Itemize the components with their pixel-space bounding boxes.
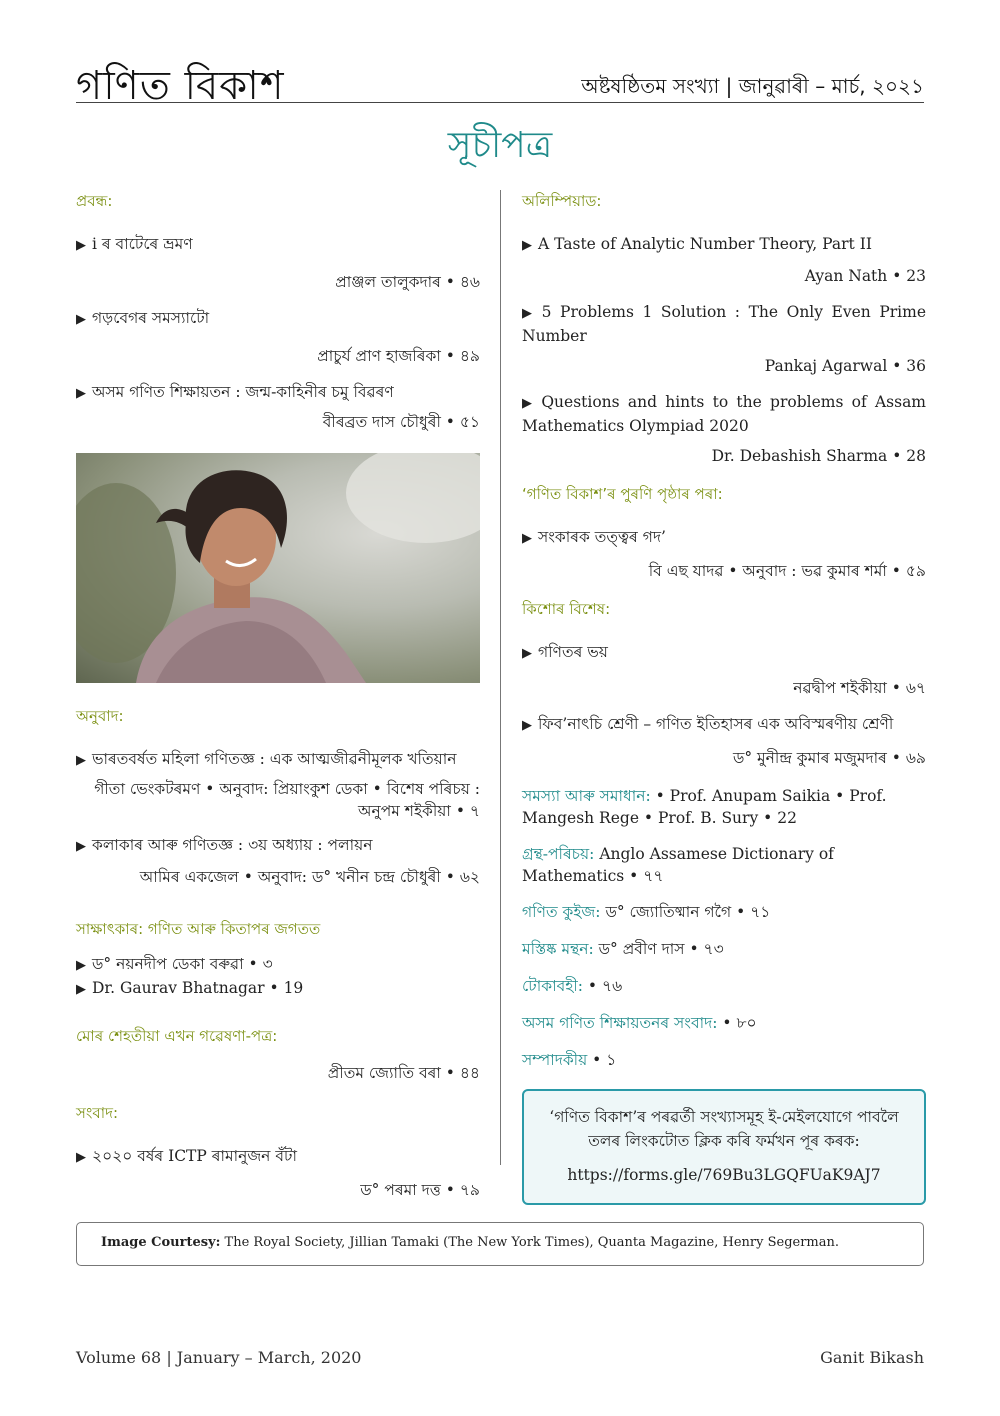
toc-entry-notes[interactable] [522, 975, 926, 997]
triangle-bullet-icon: ▶ [522, 238, 532, 253]
section-title: প্ৰবন্ধ: [76, 192, 113, 210]
entry-author: বি এছ যাদৱ • অনুবাদ : ভৱ কুমাৰ শৰ্মা • ৫৯ [648, 562, 926, 580]
section-title: কিশোৰ বিশেষ: [522, 600, 611, 618]
section-title: সংবাদ: [76, 1104, 118, 1122]
triangle-bullet-icon: ▶ [522, 396, 536, 411]
portrait-illustration [76, 453, 480, 683]
column-divider [500, 190, 501, 1165]
triangle-bullet-icon: ▶ [76, 982, 86, 997]
entry-author: প্ৰাচুৰ্য প্ৰাণ হাজৰিকা • ৪৯ [317, 347, 480, 365]
footer-magazine-name: Ganit Bikash [820, 1348, 924, 1367]
image-credit-box [76, 1222, 924, 1266]
entry-title: ২০২০ বৰ্ষৰ ICTP ৰামানুজন বঁটা [92, 1147, 297, 1165]
toc-entry-problems[interactable] [522, 785, 926, 829]
entry-text: ড° জ্যোতিষ্মান গগৈ • ৭১ [600, 903, 771, 921]
entry-text: ড° প্ৰবীণ দাস • ৭৩ [593, 940, 724, 958]
triangle-bullet-icon: ▶ [76, 1150, 86, 1165]
entry-label: সম্পাদকীয় [522, 1051, 588, 1069]
section-title: ‘গণিত বিকাশ’ৰ পুৰণি পৃষ্ঠাৰ পৰা: [522, 485, 723, 503]
credit-text: The Royal Society, Jillian Tamaki (The New York Times), Quanta Magazine, Henry Segerman. [220, 1235, 840, 1250]
entry-label: অসম গণিত শিক্ষায়তনৰ সংবাদ: [522, 1014, 718, 1032]
credit-label: Image Courtesy: [101, 1235, 221, 1250]
entry-author: বীৰব্ৰত দাস চৌধুৰী • ৫১ [322, 413, 480, 431]
toc-entry[interactable] [522, 301, 926, 377]
entry-title: অসম গণিত শিক্ষায়তন : জন্ম-কাহিনীৰ চমু বিৱৰণ [92, 383, 394, 401]
entry-author: ড° মুনীন্দ্ৰ কুমাৰ মজুমদাৰ • ৬৯ [732, 749, 926, 767]
entry-text: • ৭৬ [583, 977, 623, 995]
entry-title: 5 Problems 1 Solution : The Only Even Prime Number [522, 303, 927, 345]
triangle-bullet-icon: ▶ [76, 386, 86, 401]
entry-title: Questions and hints to the problems of Assam Mathematics Olympiad 2020 [522, 393, 927, 435]
header-rule [76, 102, 924, 103]
entry-author: Ayan Nath • 23 [804, 267, 926, 285]
triangle-bullet-icon: ▶ [76, 238, 86, 253]
toc-entry[interactable] [76, 977, 480, 1001]
issue-info: অষ্টষষ্ঠিতম সংখ্যা | জানুৱাৰী – মাৰ্চ, ২০২১ [581, 74, 924, 98]
toc-title: সূচীপত্ৰ [447, 125, 553, 166]
toc-entry-editorial[interactable] [522, 1049, 926, 1071]
triangle-bullet-icon: ▶ [76, 839, 86, 854]
entry-label: গণিত কুইজ: [522, 903, 601, 921]
toc-entry-brain-teaser[interactable] [522, 938, 926, 960]
entry-title: A Taste of Analytic Number Theory, Part II [538, 235, 872, 253]
toc-entry[interactable] [76, 1145, 480, 1201]
toc-entry[interactable] [76, 233, 480, 293]
entry-title: সংকাৰক তত্ত্বৰ গদ’ [538, 528, 666, 546]
entry-author: Dr. Debashish Sharma • 28 [711, 447, 926, 465]
footer-volume: Volume 68 | January – March, 2020 [76, 1348, 362, 1367]
entry-text: • ১ [587, 1051, 617, 1069]
section-title: মোৰ শেহতীয়া এখন গৱেষণা-পত্ৰ: [76, 1027, 278, 1045]
triangle-bullet-icon: ▶ [76, 753, 86, 768]
toc-entry[interactable] [76, 834, 480, 888]
entry-label: সমস্যা আৰু সমাধান: [522, 787, 651, 805]
toc-entry[interactable] [522, 526, 926, 582]
form-link[interactable]: https://forms.gle/769Bu3LGQFUaK9AJ7 [567, 1166, 881, 1184]
triangle-bullet-icon: ▶ [76, 958, 86, 973]
triangle-bullet-icon: ▶ [522, 306, 536, 321]
section-title: অনুবাদ: [76, 707, 124, 725]
toc-entry[interactable] [522, 233, 926, 287]
entry-author: ড° পৰমা দত্ত • ৭৯ [360, 1181, 480, 1199]
notice-text: ‘গণিত বিকাশ’ৰ পৰৱৰ্তী সংখ্যাসমূহ ই-মেইলযোগে পাবলৈ তলৰ লিংকটোত ক্লিক কৰি ফৰ্মখন পূৰ কৰক: [549, 1108, 899, 1150]
entry-title: গণিতৰ ভয় [538, 643, 608, 661]
toc-entry[interactable] [76, 748, 480, 822]
entry-title: ভাৰতবৰ্ষত মহিলা গণিতজ্ঞ : এক আত্মজীৱনীমূলক খতিয়ান [92, 750, 457, 768]
toc-entry-quiz[interactable] [522, 901, 926, 923]
entry-text: Anglo Assamese Dictionary of Mathematics • ৭৭ [522, 845, 834, 885]
triangle-bullet-icon: ▶ [76, 312, 86, 327]
section-title: সাক্ষাৎকাৰ: গণিত আৰু কিতাপৰ জগতত [76, 920, 321, 938]
entry-author: নৱদ্বীপ শইকীয়া • ৬৭ [793, 679, 926, 697]
entry-label: টোকাবহী: [522, 977, 583, 995]
toc-entry-news[interactable] [522, 1012, 926, 1034]
portrait-photo [76, 453, 480, 683]
entry-title: i ৰ বাটেৰে ভ্ৰমণ [92, 235, 193, 253]
entry-title: ফিব’নাৎচি শ্ৰেণী – গণিত ইতিহাসৰ এক অবিস্মৰণীয় শ্ৰেণী [538, 715, 894, 733]
entry-author: Pankaj Agarwal • 36 [764, 357, 926, 375]
entry-text: • ৮০ [717, 1014, 757, 1032]
toc-entry[interactable] [522, 713, 926, 769]
toc-entry-book-review[interactable] [522, 843, 926, 887]
toc-entry[interactable] [522, 391, 926, 467]
left-column [76, 190, 480, 1201]
entry-title: ড° নয়নদীপ ডেকা বৰুৱা • ৩ [92, 955, 273, 973]
entry-text: • Prof. Anupam Saikia • Prof. Mangesh Rege • Prof. B. Sury • 22 [522, 787, 887, 827]
toc-entry[interactable] [76, 381, 480, 433]
toc-entry[interactable] [76, 953, 480, 977]
triangle-bullet-icon: ▶ [522, 718, 532, 733]
entry-label: মস্তিষ্ক মন্থন: [522, 940, 594, 958]
subscription-notice [522, 1089, 926, 1205]
entry-label: গ্ৰন্থ-পৰিচয়: [522, 845, 595, 863]
entry-title: গড়বেগৰ সমস্যাটো [92, 309, 210, 327]
toc-entry[interactable] [76, 307, 480, 367]
section-title: অলিম্পিয়াড: [522, 192, 602, 210]
triangle-bullet-icon: ▶ [522, 531, 532, 546]
toc-entry[interactable] [522, 641, 926, 699]
entry-author[interactable]: প্ৰীতম জ্যোতি বৰা • ৪৪ [327, 1064, 480, 1082]
right-column [522, 190, 926, 1205]
triangle-bullet-icon: ▶ [522, 646, 532, 661]
entry-author: প্ৰাঞ্জল তালুকদাৰ • ৪৬ [335, 273, 480, 291]
entry-title: কলাকাৰ আৰু গণিতজ্ঞ : ৩য় অধ্যায় : পলায়ন [92, 836, 373, 854]
entry-author: আমিৰ একজেল • অনুবাদ: ড° খনীন চন্দ্ৰ চৌধুৰী • ৬২ [139, 868, 480, 886]
entry-title: Dr. Gaurav Bhatnagar • 19 [92, 979, 304, 997]
magazine-title: গণিত বিকাশ [76, 63, 285, 109]
entry-author: গীতা ভেংকটৰমণ • অনুবাদ: প্ৰিয়াংকুশ ডেকা • বিশেষ পৰিচয় : অনুপম শইকীয়া • ৭ [94, 780, 480, 820]
